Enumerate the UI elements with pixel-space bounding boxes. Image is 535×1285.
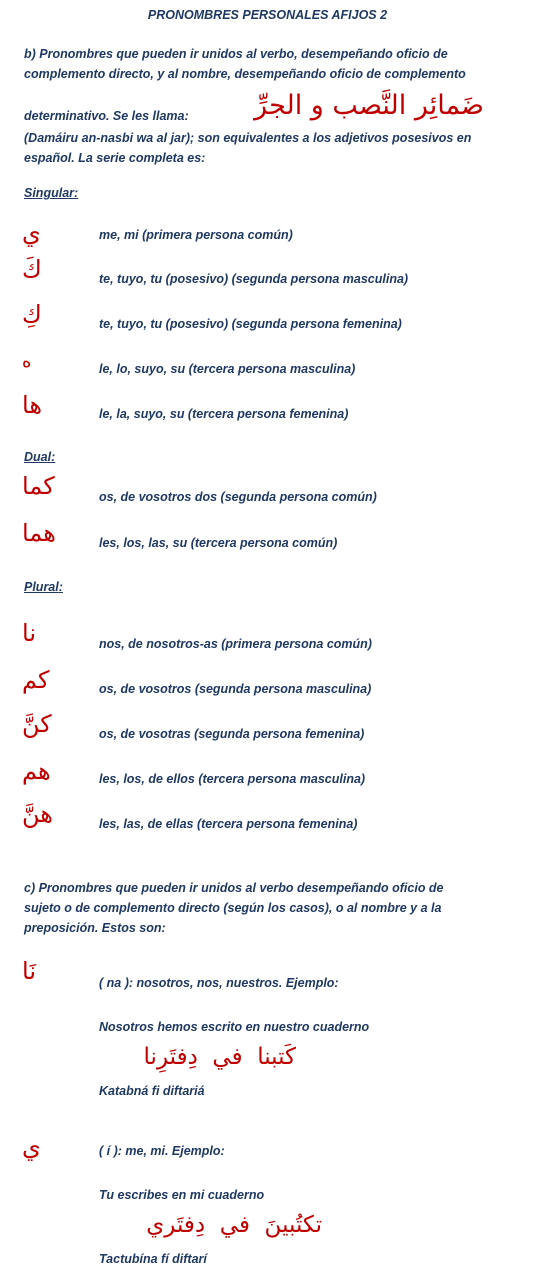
- arabic-suffix: هنَّ: [22, 800, 53, 828]
- arabic-suffix: كنَّ: [22, 710, 52, 738]
- intro-line: determinativo. Se les llama:: [24, 109, 189, 123]
- example-description: ( na ): nosotros, nos, nuestros. Ejemplo:: [99, 976, 339, 990]
- arabic-suffix: نَا: [22, 957, 36, 985]
- arabic-suffix: ي: [22, 1133, 41, 1161]
- suffix-meaning: le, lo, suyo, su (tercera persona masculina): [99, 362, 356, 376]
- dual-heading: Dual:: [24, 450, 56, 464]
- intro-line: b) Pronombres que pueden ir unidos al verbo, desempeñando oficio de: [24, 47, 448, 61]
- arabic-suffix: كم: [22, 666, 50, 694]
- arabic-term: ضَمائِر النَّصب و الجرِّ: [254, 90, 484, 121]
- suffix-meaning: te, tuyo, tu (posesivo) (segunda persona femenina): [99, 317, 402, 331]
- suffix-meaning: os, de vosotros dos (segunda persona común): [99, 490, 377, 504]
- arabic-example-sentence: كَتبنا في دِفتَرِنا: [143, 1044, 296, 1070]
- example-sentence: Tu escribes en mi cuaderno: [99, 1188, 265, 1202]
- intro-line: complemento directo, y al nombre, desempeñando oficio de complemento: [24, 67, 466, 81]
- suffix-meaning: le, la, suyo, su (tercera persona femenina): [99, 407, 349, 421]
- intro-line: preposición. Estos son:: [24, 921, 166, 935]
- arabic-suffix: نا: [22, 619, 36, 647]
- page-title: PRONOMBRES PERSONALES AFIJOS 2: [147, 8, 388, 22]
- arabic-suffix: هما: [22, 519, 56, 547]
- arabic-suffix: كِ: [22, 300, 42, 328]
- suffix-meaning: les, las, de ellas (tercera persona femenina): [99, 817, 358, 831]
- singular-heading: Singular:: [24, 186, 79, 200]
- arabic-suffix: كَ: [22, 255, 42, 283]
- intro-line: sujeto o de complemento directo (según los casos), o al nombre y a la: [24, 901, 442, 915]
- example-transliteration: Tactubína fí diftarí: [99, 1252, 207, 1266]
- intro-line: español. La serie completa es:: [24, 151, 206, 165]
- section-c-intro: [24, 878, 524, 938]
- example-sentence: Nosotros hemos escrito en nuestro cuaderno: [99, 1020, 370, 1034]
- example-description: ( í ): me, mi. Ejemplo:: [99, 1144, 225, 1158]
- arabic-suffix: ه: [22, 351, 32, 372]
- suffix-meaning: nos, de nosotros-as (primera persona común): [99, 637, 372, 651]
- arabic-example-sentence: تكتُبينَ في دِفتَري: [146, 1212, 322, 1238]
- intro-line: (Damáiru an-nasbi wa al jar); son equivalentes a los adjetivos posesivos en: [24, 131, 472, 145]
- arabic-suffix: هم: [22, 757, 51, 785]
- suffix-meaning: me, mi (primera persona común): [99, 228, 293, 242]
- suffix-meaning: os, de vosotras (segunda persona femenina): [99, 727, 365, 741]
- arabic-suffix: ي: [22, 219, 41, 247]
- suffix-meaning: te, tuyo, tu (posesivo) (segunda persona masculina): [99, 272, 409, 286]
- example-transliteration: Katabná fi diftariá: [99, 1084, 205, 1098]
- section-b-intro: [24, 44, 524, 84]
- plural-heading: Plural:: [24, 580, 63, 594]
- arabic-suffix: ها: [22, 391, 42, 419]
- intro-line: c) Pronombres que pueden ir unidos al verbo desempeñando oficio de: [24, 881, 444, 895]
- arabic-suffix: كما: [22, 472, 55, 500]
- section-b-intro-cont: [24, 128, 524, 168]
- suffix-meaning: les, los, de ellos (tercera persona masculina): [99, 772, 366, 786]
- suffix-meaning: os, de vosotros (segunda persona masculina): [99, 682, 372, 696]
- suffix-meaning: les, los, las, su (tercera persona común): [99, 536, 338, 550]
